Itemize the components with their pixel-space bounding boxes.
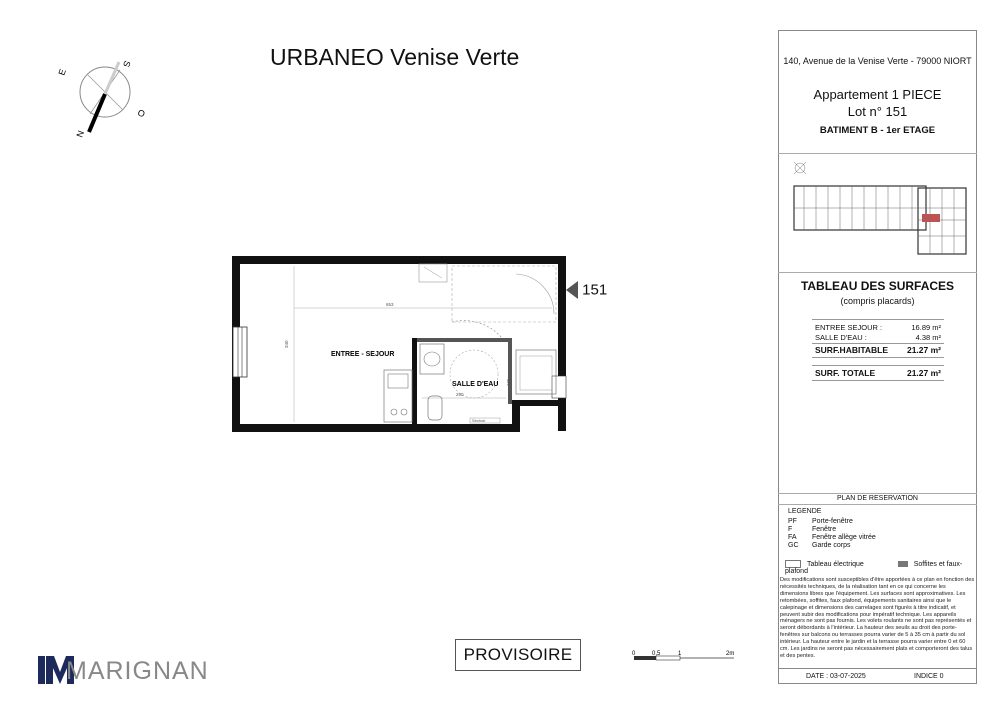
habitable-value: 21.27 m² — [906, 345, 941, 355]
compass-icon — [56, 50, 150, 140]
soffit-swatch-icon — [898, 561, 908, 567]
lot-highlight — [922, 214, 940, 222]
building-floor: BATIMENT B - 1er ETAGE — [819, 125, 936, 136]
legend-value: Fenêtre — [812, 526, 837, 533]
address: 140, Avenue de la Venise Verte - 79000 NIORT — [783, 56, 972, 66]
room-label-bath: SALLE D'EAU — [452, 381, 499, 388]
lot-number: Lot n° 151 — [847, 104, 908, 119]
legend-item — [788, 518, 853, 525]
dim-width: 653 — [386, 302, 394, 307]
legend-value: Fenêtre allège vitrée — [812, 534, 876, 541]
scale-t0: 0 — [632, 651, 636, 657]
building-minimap — [790, 158, 970, 258]
scale-t3: 2m — [726, 651, 735, 657]
row-value: 4.38 m² — [915, 333, 941, 342]
dim-small: 165 — [506, 378, 511, 386]
table-row — [815, 333, 941, 342]
project-title: URBANEO Venise Verte — [270, 44, 520, 70]
legend-title: LEGENDE — [788, 508, 822, 515]
divider — [778, 153, 977, 154]
compass-o: O — [136, 107, 147, 120]
divider — [778, 504, 977, 505]
compass-e: E — [56, 67, 68, 77]
apartment-type: Appartement 1 PIECE — [813, 87, 942, 102]
legend-symbols — [785, 560, 975, 575]
legend-key: FA — [788, 534, 797, 541]
total-label: SURF. TOTALE — [815, 368, 876, 378]
habitable-label: SURF.HABITABLE — [815, 345, 889, 355]
dim-bath: 290 — [456, 392, 464, 397]
scale-t1: 0,5 — [652, 651, 661, 657]
date: DATE : 03-07-2025 — [806, 673, 866, 680]
legend-key: PF — [788, 518, 797, 525]
surfaces-title: TABLEAU DES SURFACES — [800, 279, 955, 293]
index: INDICE 0 — [914, 673, 944, 680]
brand-name: MARIGNAN — [66, 657, 209, 685]
compass-n: N — [74, 129, 87, 139]
legend-item — [788, 526, 836, 533]
reservation-plan-label: PLAN DE RESERVATION — [837, 495, 918, 502]
disclaimer-notes: Des modifications sont susceptibles d'être apportées à ce plan en fonction des nécessités techniques, de la réalisation tant en ce qui concerne les dimensions libres que l'équipement. Les surfaces sont approximatives. Les retombées, soffites, faux plafond, équipements sanitaires ainsi que le calepinage et dimensions des carrelages sont figurés à titre indicatif, et peuvent subir des modifications pour impératif technique. Les appareils ménagers ne sont pas fournis. Les volets roulants ne sont pas représentés et seront débordants à l'intérieur. La hauteur des seuils au droit des porte-fenêtres sur balcons ou terrasses pourra varier de 5 à 35 cm à partir du sol intérieur. La hauteur entre le jardin et la terrasse pourra varier entre 0 et 60 cm. Les jardins ne seront pas nécessairement plats et comporteront des talus et des pentes. — [780, 577, 975, 659]
legend-value: Porte-fenêtre — [812, 518, 853, 525]
dim-height: 340 — [284, 340, 289, 348]
brand-logo — [38, 652, 208, 688]
legend-key: F — [788, 526, 793, 533]
legend-soffits: Soffites et faux-plafond — [785, 560, 963, 575]
total-row — [815, 368, 941, 378]
divider — [778, 272, 977, 273]
row-label: SALLE D'EAU : — [815, 333, 867, 342]
divider — [778, 493, 977, 494]
legend-item — [788, 542, 851, 549]
status-badge: PROVISOIRE — [455, 639, 581, 671]
compass-s: S — [121, 59, 133, 69]
floor-plan — [226, 252, 586, 442]
electrical-panel-icon — [785, 560, 801, 568]
legend-item — [788, 534, 876, 541]
legend-value: Garde corps — [812, 542, 851, 549]
legend-key: GC — [788, 542, 799, 549]
triangle-marker-icon — [566, 281, 578, 299]
unit-number: 151 — [582, 281, 608, 299]
room-label-living: ENTREE - SEJOUR — [331, 351, 395, 358]
row-value: 16.89 m² — [911, 323, 941, 332]
habitable-row — [815, 345, 941, 355]
total-value: 21.27 m² — [906, 368, 941, 378]
table-row — [815, 323, 941, 332]
footer — [778, 668, 977, 685]
row-label: ENTREE SEJOUR : — [815, 323, 883, 332]
unit-tag — [566, 281, 607, 299]
scale-t2: 1 — [678, 651, 682, 657]
label-small: Séchoir — [472, 418, 486, 423]
legend-electrical: Tableau électrique — [806, 560, 864, 568]
surfaces-table — [812, 319, 944, 385]
surfaces-subtitle: (compris placards) — [840, 296, 915, 306]
scale-bar — [630, 648, 742, 666]
